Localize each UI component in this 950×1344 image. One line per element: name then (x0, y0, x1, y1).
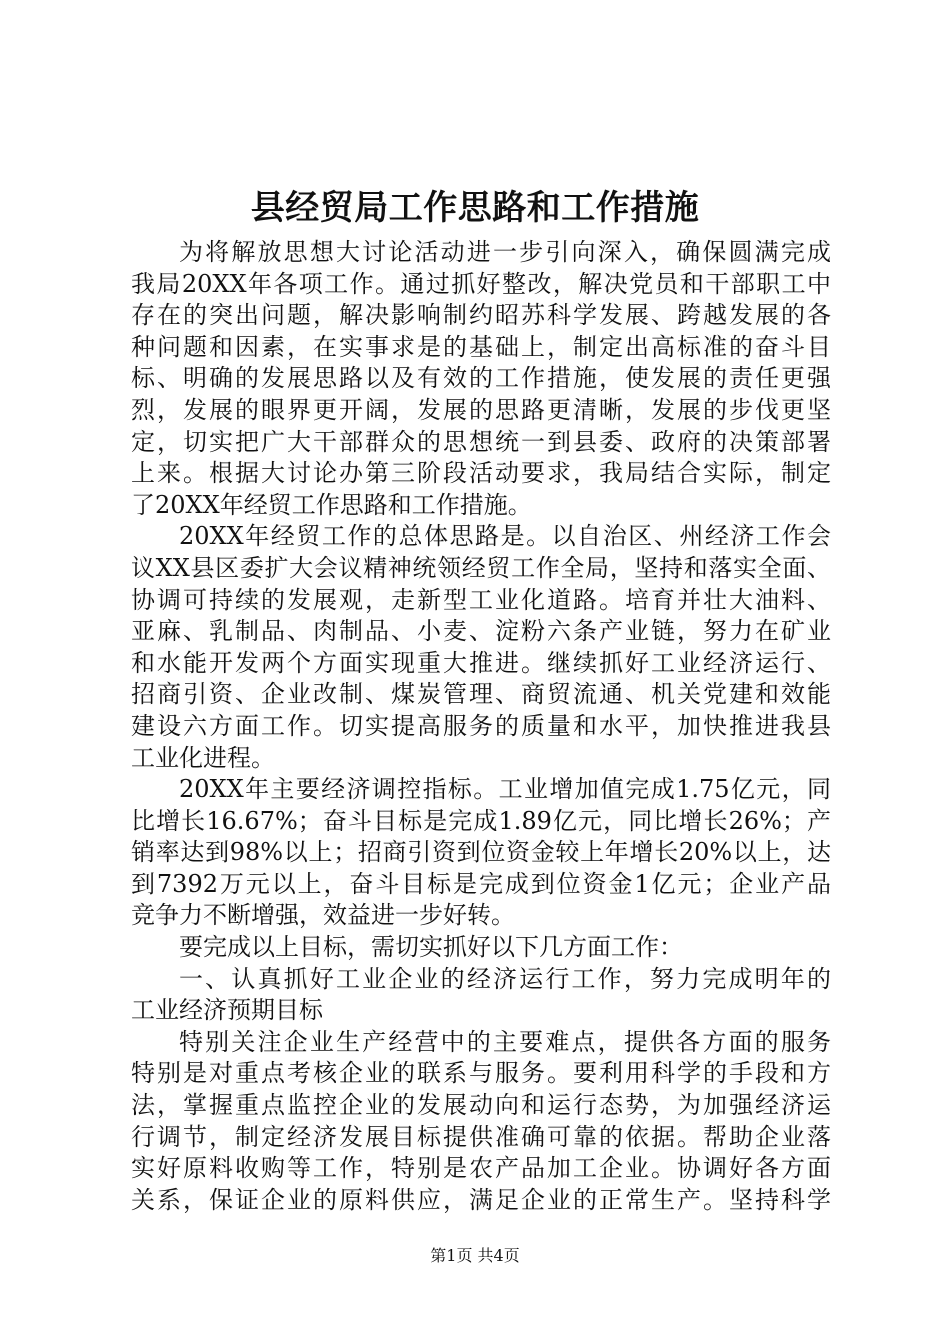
text-line: 建设六方面工作。切实提高服务的质量和水平，加快推进我县 (131, 711, 831, 740)
text-line: 工业经济预期目标 (131, 996, 323, 1025)
text-line: 存在的突出问题，解决影响制约昭苏科学发展、跨越发展的各 (131, 301, 831, 330)
text-line: 实好原料收购等工作，特别是农产品加工企业。协调好各方面 (131, 1154, 831, 1183)
text-line: 销率达到98%以上；招商引资到位资金较上年增长20%以上，达 (131, 838, 831, 867)
text-line: 种问题和因素，在实事求是的基础上，制定出高标准的奋斗目 (131, 332, 831, 361)
text-line: 烈，发展的眼界更开阔，发展的思路更清晰，发展的步伐更坚 (131, 395, 831, 424)
text-line: 了20XX年经贸工作思路和工作措施。 (131, 490, 532, 519)
text-line: 为将解放思想大讨论活动进一步引向深入，确保圆满完成 (179, 238, 831, 266)
text-line: 到7392万元以上，奋斗目标是完成到位资金1亿元；企业产品 (131, 869, 831, 898)
text-line: 上来。根据大讨论办第三阶段活动要求，我局结合实际，制定 (131, 459, 831, 488)
text-line: 一、认真抓好工业企业的经济运行工作，努力完成明年的 (179, 964, 831, 993)
text-line: 亚麻、乳制品、肉制品、小麦、淀粉六条产业链，努力在矿业 (131, 617, 831, 646)
text-line: 要完成以上目标，需切实抓好以下几方面工作： (179, 933, 683, 962)
text-line: 工业化进程。 (131, 743, 275, 772)
document-body (131, 237, 831, 1216)
text-line: 和水能开发两个方面实现重大推进。继续抓好工业经济运行、 (131, 648, 831, 677)
text-line: 招商引资、企业改制、煤炭管理、商贸流通、机关党建和效能 (131, 680, 831, 709)
text-line: 行调节，制定经济发展目标提供准确可靠的依据。帮助企业落 (131, 1122, 831, 1151)
text-line: 协调可持续的发展观，走新型工业化道路。培育并壮大油料、 (131, 585, 831, 614)
text-line: 20XX年经贸工作的总体思路是。以自治区、州经济工作会 (179, 522, 831, 551)
page-number-footer: 第1页 共4页 (430, 1246, 520, 1265)
text-line: 定，切实把广大干部群众的思想统一到县委、政府的决策部署 (131, 427, 831, 456)
text-line: 关系，保证企业的原料供应，满足企业的正常生产。坚持科学 (131, 1185, 831, 1214)
text-line: 议XX县区委扩大会议精神统领经贸工作全局，坚持和落实全面、 (131, 553, 831, 582)
page-title: 县经贸局工作思路和工作措施 (250, 188, 700, 228)
text-line: 我局20XX年各项工作。通过抓好整改，解决党员和干部职工中 (131, 269, 831, 298)
text-line: 20XX年主要经济调控指标。工业增加值完成1.75亿元，同 (179, 775, 831, 804)
text-line: 竞争力不断增强，效益进一步好转。 (131, 901, 515, 930)
text-line: 特别关注企业生产经营中的主要难点，提供各方面的服务 (179, 1027, 831, 1056)
text-line: 标、明确的发展思路以及有效的工作措施，使发展的责任更强 (131, 364, 831, 393)
text-line: 法，掌握重点监控企业的发展动向和运行态势，为加强经济运 (131, 1091, 831, 1120)
text-line: 比增长16.67%；奋斗目标是完成1.89亿元，同比增长26%；产 (131, 806, 831, 835)
text-line: 特别是对重点考核企业的联系与服务。要利用科学的手段和方 (131, 1059, 831, 1088)
